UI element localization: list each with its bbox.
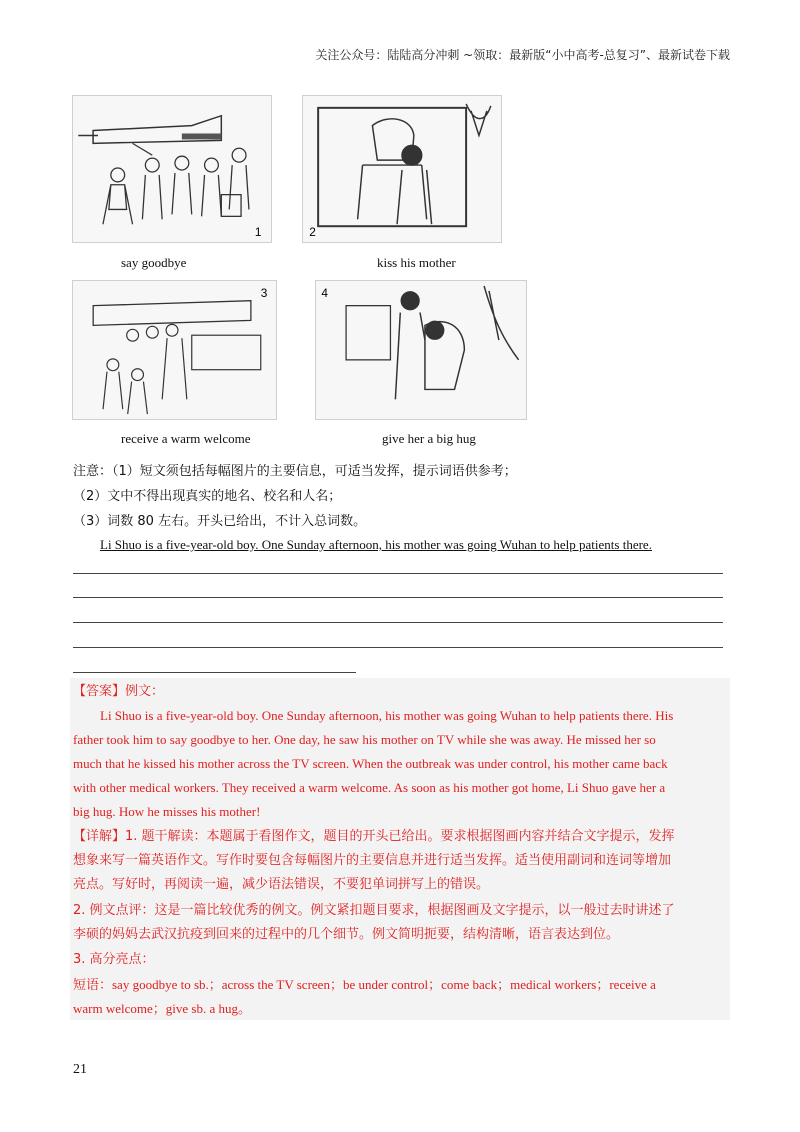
airport-farewell-illustration: [73, 96, 271, 242]
detail-line: 亮点。写好时，再阅读一遍，减少语法错误，不要犯单词拼写上的错误。: [73, 877, 490, 892]
writing-line: [73, 622, 723, 623]
picture-4-big-hug: [315, 280, 527, 420]
essay-line: Li Shuo is a five-year-old boy. One Sunday afternoon, his mother was going Wuhan to help patients there. His: [100, 708, 674, 723]
picture-3-number: 3: [260, 285, 268, 300]
family-hug-illustration: [316, 281, 526, 419]
picture-4-caption: give her a big hug: [382, 431, 476, 446]
picture-3-caption: receive a warm welcome: [121, 431, 251, 446]
detail-line: 想象来写一篇英语作文。写作时要包含每幅图片的主要信息并进行适当发挥。适当使用副词和连词等增加: [73, 853, 672, 868]
writing-line: [73, 573, 723, 574]
detail-line: 李硕的妈妈去武汉抗疫到回来的过程中的几个细节。例文简明扼要，结构清晰，语言表达到位。: [73, 927, 620, 942]
picture-1-caption: say goodbye: [121, 255, 187, 270]
picture-1-number: 1: [254, 225, 262, 240]
note-1: 注意：（1）短文须包括每幅图片的主要信息，可适当发挥，提示词语供参考；: [73, 464, 517, 479]
picture-2-number: 2: [309, 225, 316, 240]
essay-line: father took him to say goodbye to her. One day, he saw his mother on TV while she was away. He missed her so: [73, 732, 656, 747]
page-header: 关注公众号：陆陆高分冲刺 ~领取：最新版“小中高考-总复习”、最新试卷下载: [315, 48, 730, 62]
essay-line: big hug. How he misses his mother!: [73, 804, 261, 819]
essay-line: much that he kissed his mother across the TV screen. When the outbreak was under control, his mother came back: [73, 756, 668, 771]
detail-line: 【详解】1. 题干解读：本题属于看图作文，题目的开头已给出。要求根据图画内容并结合文字提示，发挥: [73, 829, 675, 844]
writing-line: [73, 647, 723, 648]
detail-line: warm welcome；give sb. a hug。: [73, 1001, 251, 1016]
essay-line: with other medical workers. They received a warm welcome. As soon as his mother got home, Li Shuo gave her a: [73, 780, 666, 795]
tv-screen-kiss-illustration: [303, 96, 501, 242]
essay-opening: Li Shuo is a five-year-old boy. One Sunday afternoon, his mother was going Wuhan to help patients there.: [100, 537, 652, 552]
note-3: （3）词数 80 左右。开头已给出，不计入总词数。: [73, 514, 367, 529]
picture-2-caption: kiss his mother: [377, 255, 456, 270]
detail-line: 短语：say goodbye to sb.；across the TV screen；be under control；come back；medical workers；receive a: [73, 977, 656, 992]
note-2: （2）文中不得出现真实的地名、校名和人名；: [73, 489, 342, 504]
picture-4-number: 4: [321, 285, 329, 300]
picture-2-kiss-his-mother: [302, 95, 502, 243]
picture-1-say-goodbye: [72, 95, 272, 243]
writing-line: [73, 672, 356, 673]
picture-3-warm-welcome: [72, 280, 277, 420]
page-number: 21: [73, 1062, 87, 1077]
detail-line: 3. 高分亮点：: [73, 952, 155, 967]
welcome-crowd-illustration: [73, 281, 276, 419]
detail-line: 2. 例文点评：这是一篇比较优秀的例文。例文紧扣题目要求，根据图画及文字提示，以一般过去时讲述了: [73, 903, 675, 918]
writing-line: [73, 597, 723, 598]
answer-label: 【答案】例文：: [73, 684, 165, 699]
